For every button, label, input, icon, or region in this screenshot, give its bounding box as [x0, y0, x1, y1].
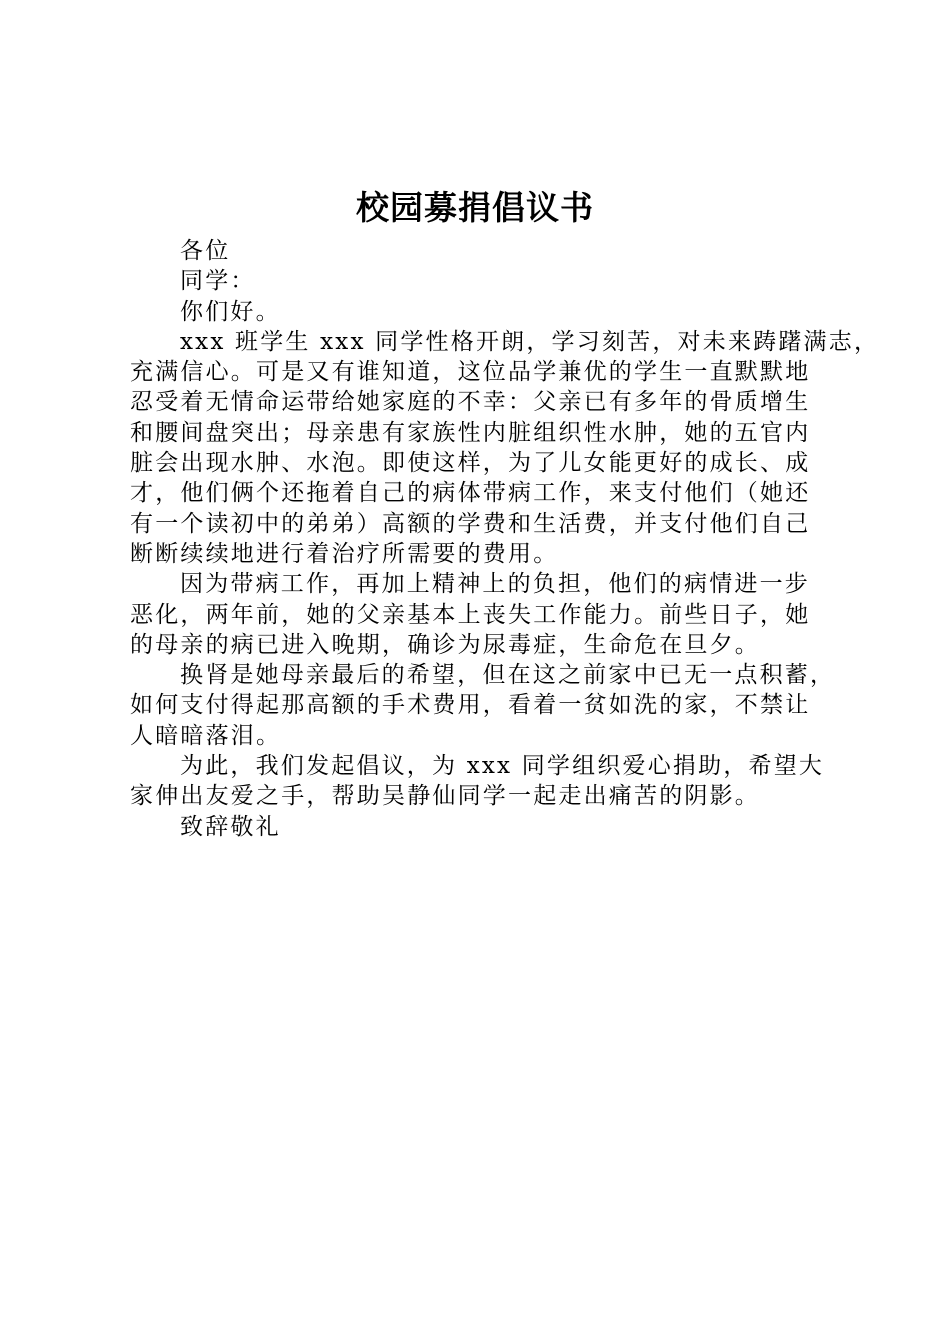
closing-line: 致辞敬礼	[180, 813, 281, 840]
paragraph-2-line: 恶化，两年前，她的父亲基本上丧失工作能力。前些日子，她	[130, 601, 811, 628]
document-body	[130, 236, 880, 842]
paragraph-2-line: 的母亲的病已进入晚期，确诊为尿毒症，生命危在旦夕。	[130, 631, 760, 658]
paragraph-1-line: 脏会出现水肿、水泡。即使这样，为了儿女能更好的成长、成	[130, 450, 811, 477]
paragraph-1-line: 忍受着无情命运带给她家庭的不幸：父亲已有多年的骨质增生	[130, 389, 811, 416]
paragraph-1-line: 充满信心。可是又有谁知道，这位品学兼优的学生一直默默地	[130, 359, 811, 386]
paragraph-4-line: 家伸出友爱之手，帮助吴静仙同学一起走出痛苦的阴影。	[130, 783, 760, 810]
salutation-line: 你们好。	[180, 298, 281, 325]
greeting-line: 同学：	[180, 268, 256, 295]
paragraph-1-line: 和腰间盘突出；母亲患有家族性内脏组织性水肿，她的五官内	[130, 419, 811, 446]
paragraph-3-line: 如何支付得起那高额的手术费用，看着一贫如洗的家，不禁让	[130, 692, 811, 719]
paragraph-1-line: 才，他们俩个还拖着自己的病体带病工作，来支付他们（她还	[130, 480, 811, 507]
greeting-line: 各位	[180, 238, 231, 264]
paragraph-3-line: 人暗暗落泪。	[130, 722, 282, 749]
paragraph-1-line: 断断续续地进行着治疗所需要的费用。	[130, 540, 559, 567]
paragraph-1-line: 有一个读初中的弟弟）高额的学费和生活费，并支付他们自己	[130, 510, 811, 537]
paragraph-4-line: 为此，我们发起倡议，为 xxx 同学组织爱心捐助，希望大	[180, 753, 825, 780]
paragraph-3-line: 换肾是她母亲最后的希望，但在这之前家中已无一点积蓄，	[180, 662, 836, 689]
document-title: 校园募捐倡议书	[356, 188, 594, 227]
paragraph-1-line: xxx 班学生 xxx 同学性格开朗，学习刻苦，对未来踌躇满志，	[180, 328, 880, 355]
paragraph-2-line: 因为带病工作，再加上精神上的负担，他们的病情进一步	[180, 571, 810, 598]
